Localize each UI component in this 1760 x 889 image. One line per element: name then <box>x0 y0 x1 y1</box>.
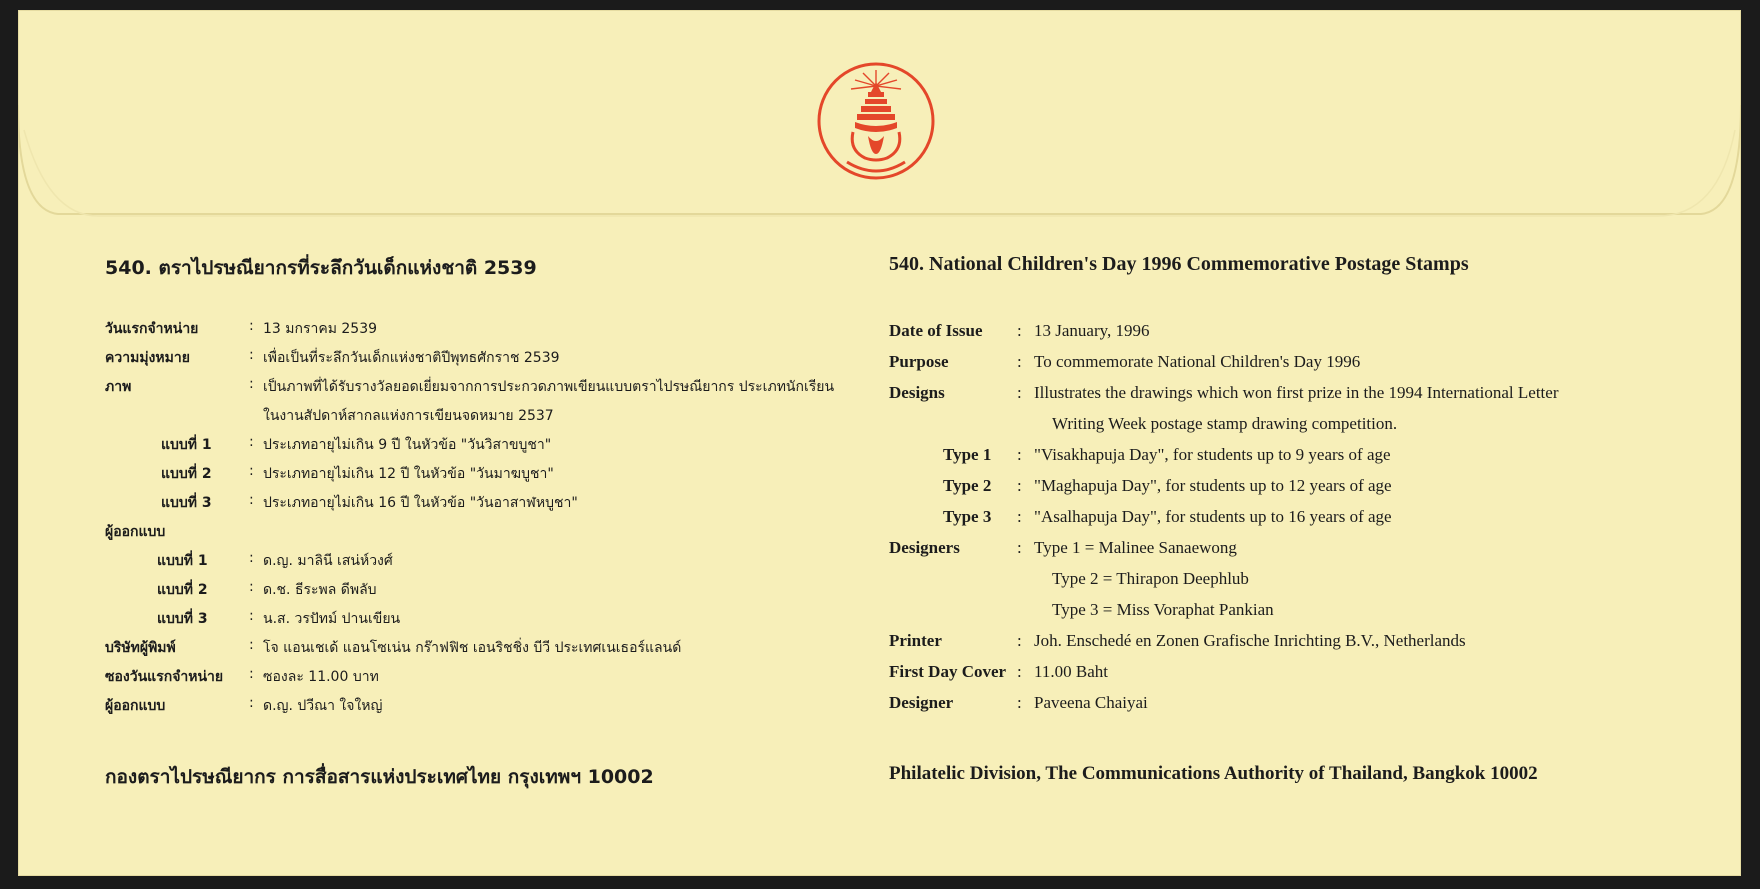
english-footer: Philatelic Division, The Communications Authority of Thailand, Bangkok 10002 <box>889 763 1538 784</box>
thai-footer: กองตราไปรษณียากร การสื่อสารแห่งประเทศไทย กรุงเทพฯ 10002 <box>105 766 654 788</box>
thai-section: 540. ตราไปรษณียากรที่ระลึกวันเด็กแห่งชาติ 2539 วันแรกจำหน่าย : 13 มกราคม 2539 ความมุ่งหมาย : เพื่อเป็นที่ระลึกวันเด็กแห่งชาติปีพุทธศักราช 2539 ภาพ : เป็นภาพที่ได้รับรางวัลยอดเยี่ยมจากการประกวดภาพเขียนแบบตราไปรษณียากร ประเภทนักเรียน ในงานสัปดาห์สากลแห่งการเขียนจดหมาย 2537 แบบที่ 1 : ประเภทอายุไม่เกิน 9 ปี ในหัวข้อ "วันวิสาขบูชา" แบบที่ 2 : ประเภทอายุไม่เกิน 12 ปี ในหัวข้อ "วันมาฆบูชา" แบบที่ 3 : ประเภทอายุไม่เกิน 16 ปี ในหัวข้อ "วันอาสาฬหบูชา" ผู้ออกแบบ แบบที่ 1 : ด.ญ. มาลินี เสน่ห์วงศ์ แบบที่ 2 : ด.ช. ธีระพล ดีพลับ แบบที่ 3 : น.ส. วรปัทม์ ปานเขียน บริษัทผู้พิมพ์ : โจ แอนเชเด้ แอนโซเน่น กร๊าฟฟิช เอนริชชิ่ง บีวี ประเทศเนเธอร์แลนด์ ซองวันแรกจำหน่าย : ซองละ 11.00 บาท ผู้ออกแบบ : ด.ญ. ปวีณา ใจใหญ่ กองตราไปรษณียากร การสื่อสารแห่งประเทศไทย กรุงเทพฯ 10002 <box>105 10 865 876</box>
english-section: 540. National Children's Day 1996 Commemorative Postage Stamps Date of Issue : 13 January, 1996 Purpose : To commemorate National Children's Day 1996 Designs : Illustrates the drawings which won first prize in the 1994 International Letter Writing Week postage stamp drawing competition. Type 1 : "Visakhapuja Day", for students up to 9 years of age Type 2 : "Maghapuja Day", for students up to 12 years of age Type 3 : "Asalhapuja Day", for students up to 16 years of age Designers : Type 1 = Malinee Sanaewong Type 2 = Thirapon Deephlub Type 3 = Miss Voraphat Pankian Printer : Joh. Enschedé en Zonen Grafische Inrichting B.V., Netherlands First Day Cover : 11.00 Baht Designer : Paveena Chaiyai Philatelic Division, The Communications Authority of Thailand, Bangkok 10002 <box>889 253 1559 784</box>
thai-title: 540. ตราไปรษณียากรที่ระลึกวันเด็กแห่งชาติ 2539 <box>105 257 537 279</box>
envelope-back <box>18 10 1741 876</box>
english-title: 540. National Children's Day 1996 Commemorative Postage Stamps <box>889 253 1469 275</box>
